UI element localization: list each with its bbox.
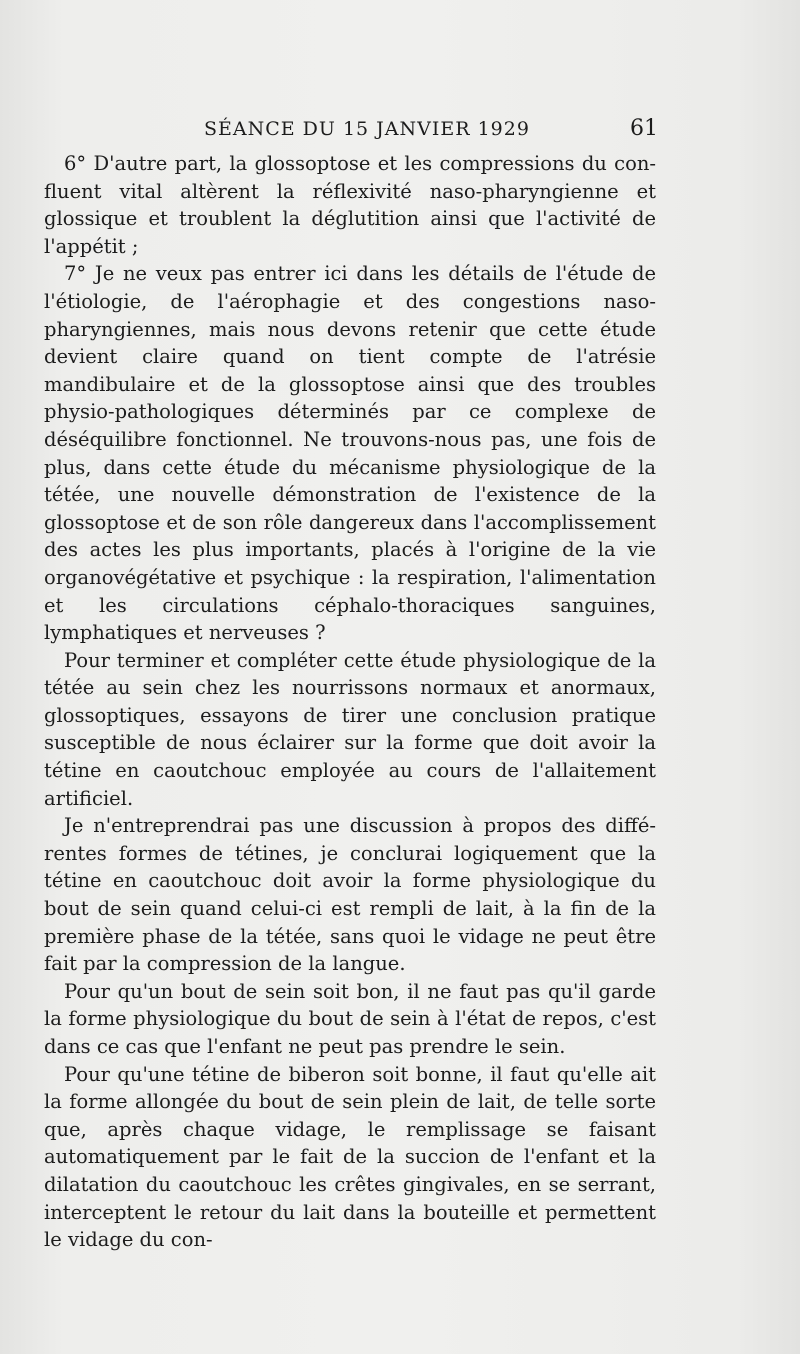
paragraph-teat-forms: Je n'entreprendrai pas une discussion à propos des différentes formes de tétines, je conclurai logiquement que la tétine en caoutchouc doit avoir la forme physiologique du bout de sein quand celui-ci est rempli de lait, à la fin de la première phase de la tétée, sans quoi le vidage ne peut être fait par la compression de la langue. <box>44 814 656 976</box>
body-text <box>44 150 656 1254</box>
page-header <box>204 114 658 144</box>
paragraph-6: 6° D'autre part, la glossoptose et les compressions du confluent vital altèrent la réflexivité naso-pharyngienne et glossique et troublent la déglutition ainsi que l'activité de l'appétit ; <box>44 152 656 258</box>
page-number: 61 <box>630 116 658 141</box>
running-title: SÉANCE DU 15 JANVIER 1929 <box>204 118 530 140</box>
paragraph-7: 7° Je ne veux pas entrer ici dans les détails de l'étude de l'étiologie, de l'aérophagie et des congestions naso-pharyngiennes, mais nous devons retenir que cette étude devient claire quand on tient compte de l'atrésie mandibulaire et de la glossoptose ainsi que des troubles physio-pathologiques déterminés par ce complexe de déséquilibre fonctionnel. Ne trouvons-nous pas, une fois de plus, dans cette étude du mécanisme physiologique de la tétée, une nouvelle démonstration de l'existence de la glossoptose et de son rôle dangereux dans l'accomplissement des actes les plus importants, placés à l'origine de la vie organovégétative et psychique : la respiration, l'alimentation et les circulations céphalo-thoraciques sanguines, lymphatiques et nerveuses ? <box>44 262 656 645</box>
paragraph-good-nipple: Pour qu'un bout de sein soit bon, il ne faut pas qu'il garde la forme physiologique du bout de sein à l'état de repos, c'est dans ce cas que l'enfant ne peut pas prendre le sein. <box>44 979 656 1058</box>
paragraph-bottle-teat: Pour qu'une tétine de biberon soit bonne, il faut qu'elle ait la forme allongée du bout de sein plein de lait, de telle sorte que, après chaque vidage, le remplissage se faisant automatiquement par le fait de la succion de l'enfant et la dilatation du caoutchouc les crêtes gingivales, en se serrant, interceptent le retour du lait dans la bouteille et permettent le vidage du con- <box>44 1062 656 1252</box>
paragraph-conclusion-intro: Pour terminer et compléter cette étude physiologique de la tétée au sein chez les nourrissons normaux et anormaux, glossoptiques, essayons de tirer une conclusion pratique susceptible de nous éclairer sur la forme que doit avoir la tétine en caoutchouc employée au cours de l'allaitement artificiel. <box>44 648 656 810</box>
